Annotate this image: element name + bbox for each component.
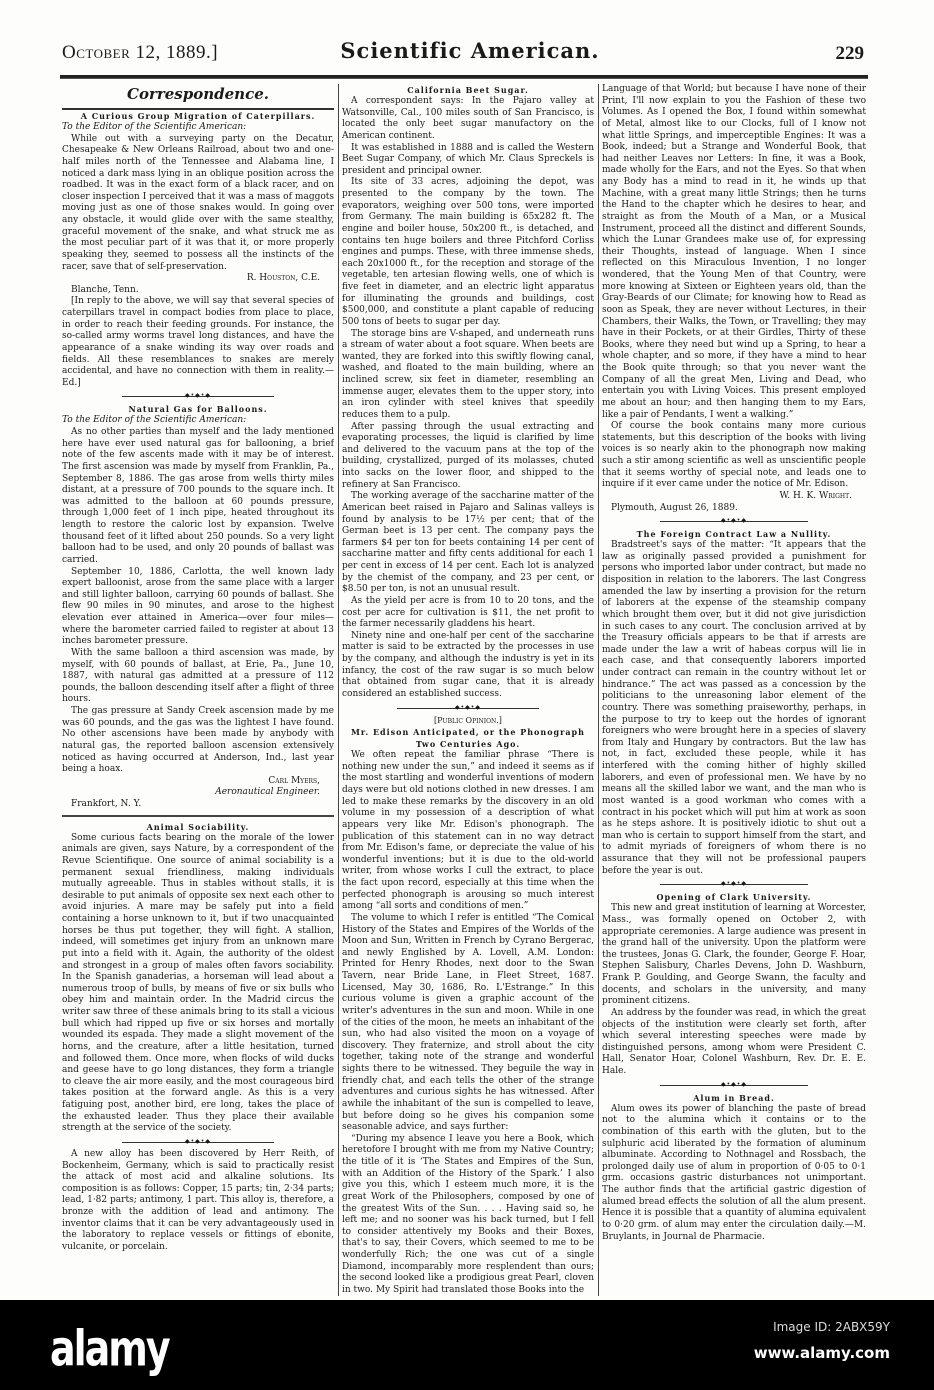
signature: R. Houston, C.E. bbox=[246, 273, 320, 284]
alamy-logo: alamy bbox=[50, 1320, 169, 1378]
dateline: Blanche, Tenn. bbox=[71, 284, 139, 295]
column-divider bbox=[338, 84, 339, 1296]
header-rule bbox=[60, 75, 868, 79]
paragraph: An address by the founder was read, in which the great objects of the institution were clearly set forth, after which several interesting speeches were made by distinguished persons, among whom were President C. Hall, Senator Hoar, Colonel Washburn, Rev. Dr. E. E. Hale. bbox=[602, 1007, 866, 1076]
article-heading: Mr. Edison Anticipated, or the Phonograph Two Centuries Ago. bbox=[351, 727, 585, 750]
dateline: Frankfort, N. Y. bbox=[71, 799, 142, 809]
ornament-divider bbox=[342, 701, 594, 715]
paragraph: [In reply to the above, we will say that several species of caterpillars travel in compact bodies from place to place, in order to reach their feeding grounds. For instance, the so-called army worms travel long distances, and have the appearance of a snake winding its way over roads and fields. All these resemblances to snakes are merely accidental, and have no connection with them in reality.—Ed.] bbox=[62, 296, 334, 388]
ornament-divider bbox=[602, 877, 866, 891]
paragraph: “During my absence I leave you here a Book, which heretofore I brought with me from my Native Country; the title of it is ‘The States and Empires of the Sun, with an Addition of the History of the Spark.’ I also give you this, which I esteem much more, it is the great Work of the Philosophers, composed by one of the greatest Wits of the Sun. . . . Having said so, he left me; and no sooner was his back turned, but I fell to consider attentively my Books and their Boxes, that's to say, their Covers, which seemed to me to be wonderfully Rich; the one was cut of a single Diamond, incomparably more resplendent than ours; the second looked like a prodigious great Pearl, cloven in two. My Spirit had translated those Books into the bbox=[342, 1133, 594, 1295]
image-id: Image ID: 2ABX59Y bbox=[773, 1320, 890, 1334]
publication-title: Scientific American. bbox=[340, 38, 600, 63]
paragraph: September 10, 1886, Carlotta, the well known lady expert balloonist, arose from the same place with a larger and still lighter balloon, carrying 60 pounds of ballast. She flew 90 miles in 90 minutes, and arose to the highest elevation ever attained in America—over four miles—where the barometer carried failed to register at about 13 inches barometer pressure. bbox=[62, 566, 334, 647]
column-divider bbox=[598, 84, 599, 1296]
column-3 bbox=[602, 84, 866, 1298]
paragraph: Ninety nine and one-half per cent of the saccharine matter is said to be extracted by the processes in use by the company, and although the industry is yet in its infancy, the cost of the raw sugar is so much below that obtained from sugar cane, that it is already considered an established success. bbox=[342, 630, 594, 699]
article-heading: Opening of Clark University. bbox=[656, 892, 812, 903]
watermark-bar bbox=[0, 1300, 934, 1390]
signature: Carl Myers, bbox=[268, 775, 320, 786]
ornament-divider bbox=[62, 1135, 334, 1149]
paragraph: As the yield per acre is from 10 to 20 tons, and the cost per acre for cultivation is $11, the net profit to the farmer necessarily gladdens his heart. bbox=[342, 595, 594, 630]
paragraph: As no other parties than myself and the lady mentioned here have ever used natural gas for ballooning, a brief note of the few ascents made with it may be of interest. The first ascension was made by myself from Franklin, Pa., September 8, 1886. The gas arose from wells thirty miles distant, at a pressure of 700 pounds to the square inch. It was admitted to the balloon at 60 pounds pressure, through 1,000 feet of 1 inch pipe, heated throughout its length to restore the caloric lost by expansion. Twelve thousand feet of it lifted about 250 pounds. So a very light balloon had to be used, and only 20 pounds of ballast was carried. bbox=[62, 427, 334, 565]
column-2 bbox=[342, 84, 594, 1298]
article-heading: The Foreign Contract Law a Nullity. bbox=[636, 529, 832, 540]
signature-title: Aeronautical Engineer. bbox=[215, 787, 320, 798]
ornament-divider bbox=[602, 1078, 866, 1092]
paragraph: A correspondent says: In the Pajaro valley at Watsonville, Cal., 100 miles south of San Francisco, is located the only beet sugar manufactory on the American continent. bbox=[342, 96, 594, 141]
page-number: 229 bbox=[835, 43, 864, 64]
paragraph: This new and great institution of learning at Worcester, Mass., was formally opened on October 2, with appropriate ceremonies. A large audience was present in the grand hall of the university. Upon the platform were the trustees, Jonas G. Clark, the founder, George F. Hoar, Stephen Salisbury, Charles Devens, John D. Washburn, Frank P. Goulding, and George Swann, the faculty and docents, and scholars in the university, and many prominent citizens. bbox=[602, 903, 866, 1007]
salutation: To the Editor of the Scientific American: bbox=[62, 415, 247, 426]
paragraph: The storage bins are V-shaped, and underneath runs a stream of water about a foot square. When beets are wanted, they are forked into this swiftly flowing canal, washed, and floated to the main building, where an inclined screw, six feet in diameter, resembling an immense auger, elevates them to the upper story, into an iron cylinder with steel knives that speedily reduces them to a pulp. bbox=[342, 328, 594, 420]
article-heading: Animal Sociability. bbox=[146, 821, 250, 832]
section-masthead: Correspondence. bbox=[62, 84, 334, 110]
paragraph: The volume to which I refer is entitled “The Comical History of the States and Empires of the Worlds of the Moon and Sun, Written in French by Cyrano Bergerac, and newly Englished by A. Lovell, A.M. London: Printed for Henry Rhodes, next door to the Swan Tavern, near Bride Lane, in Fleet Street, 1687. Licensed, May 30, 1686, Ro. L'Estrange.” In this curious volume is given a graphic account of the writer's adventures in the sun and moon. While in one of the cities of the moon, he meets an inhabitant of the sun, who had also visited the moon on a voyage of discovery. They fraternize, and stroll about the city together, taking note of the strange and wonderful sights there to be witnessed. They beguile the way in friendly chat, and each tells the other of the strange adventures and curious sights he has witnessed. After awhile the inhabitant of the sun is compelled to leave, but before doing so he gives his companion some seasonable advice, and says further: bbox=[342, 912, 594, 1133]
issue-date: October 12, 1889.] bbox=[62, 42, 219, 63]
article-heading: California Beet Sugar. bbox=[407, 85, 529, 95]
salutation: To the Editor of the Scientific American: bbox=[62, 122, 247, 132]
paragraph: While out with a surveying party on the Decatur, Chesapeake & New Orleans Railroad, about two and one-half miles north of the Tennessee and Alabama line, I noticed a dark mass lying in an oblique position across the roadbed. It was in the exact form of a black racer, and on closer inspection I perceived that it was a mass of maggots moving just as one of those snakes would. In going over any obstacle, it would glide over with the same stealthy, graceful movement of the snake, and what struck me as the most peculiar part of it was that it, or more properly speaking they, seemed to possess all the instincts of the racer, save that of self-preservation. bbox=[62, 133, 334, 272]
column-1 bbox=[62, 84, 334, 1298]
section-rule bbox=[62, 811, 334, 821]
paragraph: The working average of the saccharine matter of the American beet raised in Pajaro and Salinas valleys is found by analysis to be 17½ per cent; that of the German beet is 13 per cent. The company pays the farmers $4 per ton for beets containing 14 per cent of saccharine matter and fifty cents additional for each 1 per cent in excess of 14 per cent. Each lot is analyzed by the chemist of the company, and 23 per cent, or $8.50 per ton, is not an unusual result. bbox=[342, 491, 594, 595]
paragraph: Of course the book contains many more curious statements, but this description of the books with living voices is so nearly akin to the phonograph now making such a stir among scientific as well as unscientific people that it seems worthy of special note, and leads one to inquire if it ever came under the notice of Mr. Edison. bbox=[602, 421, 866, 490]
ornament-divider bbox=[62, 389, 334, 403]
paragraph: Alum owes its power of blanching the paste of bread not to the alumina which it contains or to the combination of this earth with the gluten, but to the sulphuric acid liberated by the formation of aluminum albuminate. According to Nothnagel and Rossbach, the prolonged daily use of alum in proportion of 0·05 to 0·1 grm. occasions gastric disturbances not unimportant. The author finds that the artificial gastric digestion of alumed bread effects the solution of all the alum present. Hence it is possible that a quantity of alumina equivalent to 0·20 grm. of alum may enter the circulation daily.—M. Bruylants, in Journal de Pharmacie. bbox=[602, 1103, 866, 1242]
paragraph: We often repeat the familiar phrase “There is nothing new under the sun,” and indeed it seems as if the most startling and wonderful inventions of modern days were but old notions clothed in new dresses. I am led to make these remarks by the discovery in an old volume in my possession of a description of what appears very like Mr. Edison's phonograph. The publication of this statement can in no way detract from Mr. Edison's fame, or depreciate the value of his wonderful inventions; but it is due to the old-world writer, from whose works I cull the extract, to place the fact upon record, especially at this time when the perfected phonograph is arousing so much interest among “all sorts and conditions of men.” bbox=[342, 750, 594, 912]
article-heading: A Curious Group Migration of Caterpillars. bbox=[80, 111, 316, 121]
paragraph: With the same balloon a third ascension was made, by myself, with 60 pounds of ballast, at Erie, Pa., June 10, 1887, with natural gas admitted at a pressure of 112 pounds, the balloon descending itself after a flight of three hours. bbox=[62, 647, 334, 705]
article-heading: Natural Gas for Balloons. bbox=[128, 404, 268, 415]
paragraph: After passing through the usual extracting and evaporating processes, the liquid is clarified by lime and delivered to the vacuum pans at the top of the building, crystallized, purged of its molasses, chuted into sacks on the lower floor, and shipped to the refinery at San Francisco. bbox=[342, 421, 594, 490]
source-credit: [Public Opinion.] bbox=[434, 715, 502, 725]
paragraph: A new alloy has been discovered by Herr Reith, of Bockenheim, Germany, which is said to practically resist the attack of most acid and alkaline solutions. Its composition is as follows: Copper, 15 parts; tin, 2·34 parts; lead, 1·82 parts; antimony, 1 part. This alloy is, therefore, a bronze with the addition of lead and antimony. The inventor claims that it can be very advantageously used in the laboratory to replace vessels or fittings of ebonite, vulcanite, or porcelain. bbox=[62, 1148, 334, 1252]
website-url: www.alamy.com bbox=[753, 1344, 890, 1362]
dateline: Plymouth, August 26, 1889. bbox=[611, 502, 738, 513]
ornament-divider bbox=[602, 514, 866, 528]
paragraph: It was established in 1888 and is called the Western Beet Sugar Company, of which Mr. Claus Spreckels is president and principal owner. bbox=[342, 142, 594, 176]
paragraph: Its site of 33 acres, adjoining the depot, was presented to the company by the town. The evaporators, weighing over 500 tons, were imported from Germany. The main building is 65x282 ft. The engine and boiler house, 50x200 ft., is detached, and contains ten huge boilers and three Pitchford Corliss engines and pumps. These, with three immense sheds, each 20x1000 ft., for the reception and storage of the vegetable, ten artesian flowing wells, one of which is five feet in diameter, and an electric light apparatus for illuminating the grounds and buildings, cost $500,000, and constitute a plant capable of reducing 500 tons of beets to sugar per day. bbox=[342, 177, 594, 327]
paragraph-continued: Language of that World; but because I have none of their Print, I'll now explain to you the Fashion of these two Volumes. As I opened the Box, I found within somewhat of Metal, almost like to our Clocks, full of I know not what little Springs, and imperceptible Engines: It was a Book, indeed; but a Strange and Wonderful Book, that had neither Leaves nor Letters: In fine, it was a Book, made wholly for the Ears, and not the Eyes. So that when any Body has a mind to read in it, he winds up that Machine, with a great many little Strings; then he turns the Hand to the chapter which he desires to hear, and straight as from the Mouth of a Man, or a Musical Instrument, proceed all the distinct and different Sounds, which the Lunar Grandees make use of, for expressing their Thoughts, instead of language. When I since reflected on this Miraculous Invention, I no longer wondered, that the Young Men of that Country, were more knowing at Sixteen or Eighteen years old, than the Gray-Beards of our Climate; for knowing how to Read as soon as Speak, they are never without Lectures, in their Chambers, their Walks, the Town, or Travelling; they may have in their Pockets, or at their Girdles, Thirty of these Books, where they need but wind up a Spring, to hear a whole chapter, and so more, if they have a mind to hear the Book quite through; so that you never want the Company of all the great Men, Living and Dead, who entertain you with Living Voices. This present employed me about an hour; and then hanging them to my Ears, like a pair of Pendants, I went a walking.” bbox=[602, 84, 866, 420]
paragraph: Bradstreet's says of the matter: “It appears that the law as originally passed provided a punishment for persons who imported labor under contract, but made no disposition in relation to the laborers. The last Congress amended the law by inserting a provision for the return of laborers at the expense of the steamship company which brought them over, but it did not give jurisdiction in such cases to any court. The conclusion arrived at by the Treasury officials appears to be that if arrests are made under the law a writ of habeas corpus will lie in each case, and that consequently laborers imported under contract can remain in the country without let or hindrance.” The act was passed as a concession by the politicians to the unreasoning labor element of the country. There was something praiseworthy, perhaps, in the purpose to try to keep out the hordes of ignorant foreigners who were brought here in a species of slavery from Italy and Hungary by contractors. But the law has not, in fact, excluded these people, while it has interfered with the coming hither of highly skilled laborers, and even of professional men. We have by no means all the skilled labor we want, and the man who is most wanted is a good workman who comes with a contract in his pocket which will put him at work as soon as he steps ashore. It is positively idiotic to shut out a man who is certain to support himself from the start, and to admit myriads of foreigners of whom there is no assurance that they will not be professional paupers before the year is out. bbox=[602, 540, 866, 876]
paragraph: The gas pressure at Sandy Creek ascension made by me was 60 pounds, and the gas was the lightest I have found. No other ascensions have been made by anybody with natural gas, the reported balloon ascension extensively noticed as having occurred at Anderson, Ind., last year being a hoax. bbox=[62, 706, 334, 775]
signature: W. H. K. Wright. bbox=[779, 490, 852, 501]
paragraph: Some curious facts bearing on the morale of the lower animals are given, says Nature, by a correspondent of the Revue Scientifique. One source of animal sociability is a permanent sexual friendliness, making individuals mutually agreeable. Thus in stables without stalls, it is desirable to put animals of opposite sex next each other to avoid injuries. A mare may be safely put into a field containing a horse unknown to it, but if two unacquainted horses be thus put together, they will fight. A stallion, indeed, will sometimes get injury from an unknown mare put into a field with it. Again, the authority of the oldest and strongest in a group of males often favors sociability. In the Spanish ganaderias, a horseman will lead about a numerous troop of bulls, by means of five or six bulls who obey him and maintain order. In the Madrid circus the writer saw three of these animals bring to its stall a vicious bull which had ripped up five or six horses and mortally wounded its espada. They made a slight movement of the horns, and the creature, after a little hesitation, turned and followed them. Once more, when flocks of wild ducks and geese have to go long distances, they form a triangle to cleave the air more easily, and the most courageous bird takes position at the forward angle. As this is a very fatiguing post, another bird, ere long, takes the place of the exhausted leader. Thus they place their available strength at the service of the society. bbox=[62, 832, 334, 1134]
article-heading: Alum in Bread. bbox=[693, 1092, 775, 1103]
